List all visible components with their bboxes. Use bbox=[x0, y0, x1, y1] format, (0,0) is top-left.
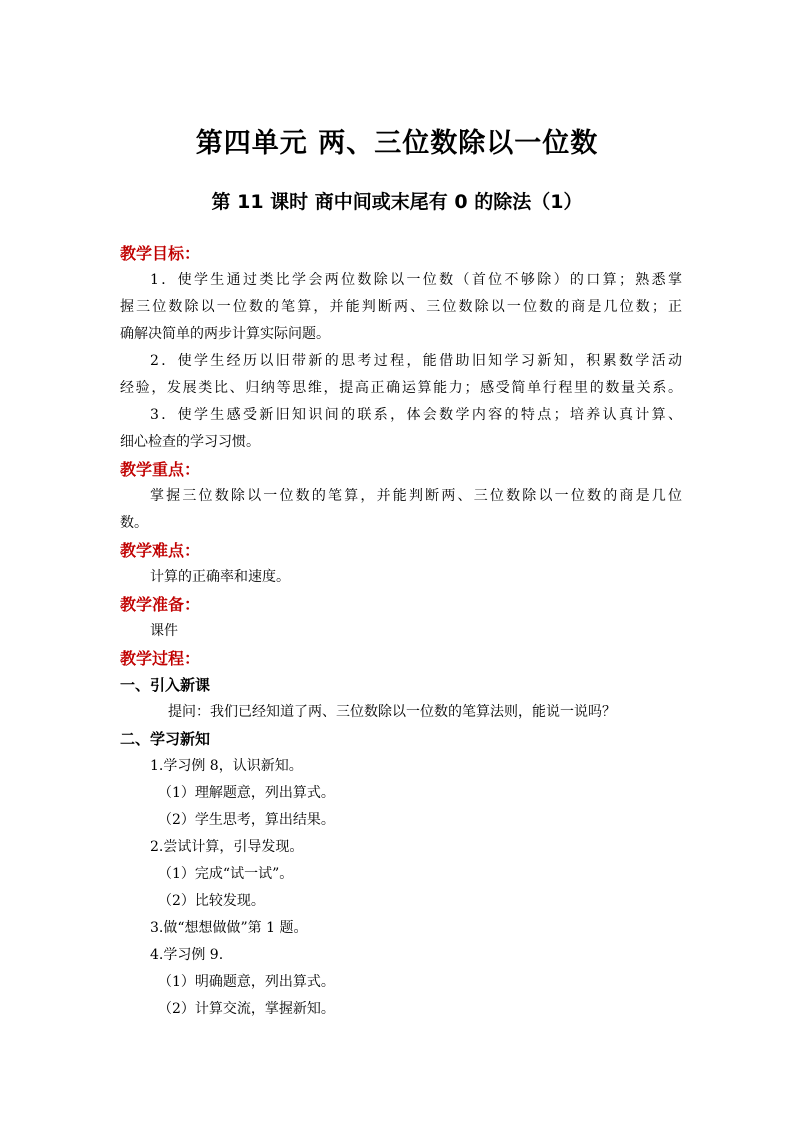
section-2-line: 3.做“想想做做”第 1 题。 bbox=[150, 920, 308, 936]
section-2-line: （1）完成“试一试”。 bbox=[158, 866, 294, 882]
objectives-line: 2．使学生经历以旧带新的思考过程，能借助旧知学习新知，积累数学活动 bbox=[150, 353, 682, 369]
preparation-heading: 教学准备： bbox=[120, 595, 201, 614]
objectives-line: 3．使学生感受新旧知识间的联系，体会数学内容的特点；培养认真计算、 bbox=[150, 407, 682, 423]
objectives-line: 握三位数除以一位数的笔算，并能判断两、三位数除以一位数的商是几位数；正 bbox=[120, 299, 682, 315]
unit-title: 第四单元 两、三位数除以一位数 bbox=[195, 128, 599, 159]
difficulties-heading: 教学难点： bbox=[120, 541, 201, 560]
key-points-heading: 教学重点： bbox=[120, 460, 201, 479]
section-2-line: 1.学习例 8，认识新知。 bbox=[150, 758, 303, 774]
preparation-line: 课件 bbox=[150, 623, 178, 639]
objectives-heading: 教学目标： bbox=[120, 244, 201, 263]
objectives-line: 经验，发展类比、归纳等思维，提高正确运算能力；感受简单行程里的数量关系。 bbox=[120, 380, 682, 396]
process-heading: 教学过程： bbox=[120, 649, 201, 668]
key-points-line: 掌握三位数除以一位数的笔算，并能判断两、三位数除以一位数的商是几位 bbox=[150, 488, 682, 504]
section-2-line: （2）学生思考，算出结果。 bbox=[158, 812, 335, 828]
section-2-line: （1）理解题意，列出算式。 bbox=[158, 785, 335, 801]
section-1-title: 一、引入新课 bbox=[120, 676, 211, 694]
objectives-line: 确解决简单的两步计算实际问题。 bbox=[120, 326, 330, 342]
objectives-line: 1．使学生通过类比学会两位数除以一位数（首位不够除）的口算；熟悉掌 bbox=[150, 272, 682, 288]
section-2-line: 4.学习例 9. bbox=[150, 947, 224, 963]
key-points-line: 数。 bbox=[120, 515, 148, 531]
section-2-line: 2.尝试计算，引导发现。 bbox=[150, 839, 304, 855]
objectives-line: 细心检查的学习习惯。 bbox=[120, 434, 260, 450]
lesson-subtitle: 第 11 课时 商中间或末尾有 0 的除法（1） bbox=[211, 191, 583, 213]
section-2-line: （1）明确题意，列出算式。 bbox=[158, 974, 335, 990]
section-1-line: 提问：我们已经知道了两、三位数除以一位数的笔算法则，能说一说吗？ bbox=[168, 704, 616, 720]
document-body bbox=[120, 240, 682, 1023]
difficulties-line: 计算的正确率和速度。 bbox=[150, 569, 290, 585]
section-2-line: （2）计算交流，掌握新知。 bbox=[158, 1001, 335, 1017]
section-2-line: （2）比较发现。 bbox=[158, 893, 265, 909]
section-2-title: 二、学习新知 bbox=[120, 730, 211, 748]
